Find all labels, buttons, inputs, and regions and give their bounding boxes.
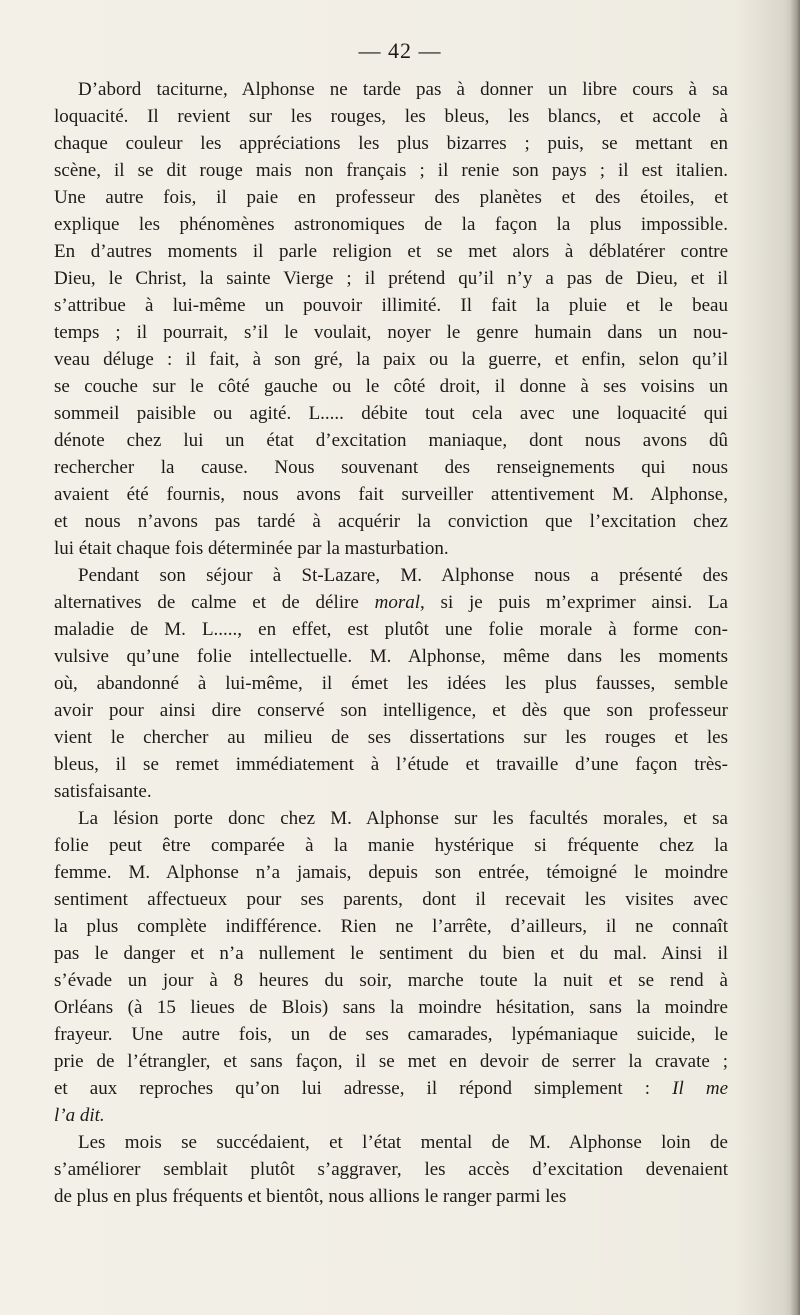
text-line: satisfaisante. xyxy=(54,781,152,802)
text-line: loquacité. Il revient sur les rouges, les bleus, les blancs, et accole à xyxy=(54,106,728,127)
text-line: où, abandonné à lui-même, il émet les idées les plus fausses, semble xyxy=(54,673,728,694)
text-line: s’évade un jour à 8 heures du soir, marche toute la nuit et se rend à xyxy=(54,970,728,991)
text-line: avaient été fournis, nous avons fait surveiller attentivement M. Alphonse, xyxy=(54,484,728,505)
text-line: veau déluge : il fait, à son gré, la paix ou la guerre, et enfin, selon qu’il xyxy=(54,349,728,370)
text-line: alternatives de calme et de délire moral, si je puis m’exprimer ainsi. La xyxy=(54,592,728,613)
text-line: vulsive qu’une folie intellectuelle. M. Alphonse, même dans les moments xyxy=(54,646,728,667)
text-line: maladie de M. L....., en effet, est plutôt une folie morale à forme con- xyxy=(54,619,728,640)
text-line: temps ; il pourrait, s’il le voulait, noyer le genre humain dans un nou- xyxy=(54,322,728,343)
text-line: frayeur. Une autre fois, un de ses camarades, lypémaniaque suicide, le xyxy=(54,1024,728,1045)
paragraph xyxy=(54,562,728,805)
text-line: l’a dit. xyxy=(54,1105,105,1126)
text-line: et nous n’avons pas tardé à acquérir la conviction que l’excitation chez xyxy=(54,511,728,532)
paragraph xyxy=(54,805,728,1129)
text-line: Une autre fois, il paie en professeur des planètes et des étoiles, et xyxy=(54,187,728,208)
text-line: se couche sur le côté gauche ou le côté droit, il donne à ses voisins un xyxy=(54,376,728,397)
text-line: Dieu, le Christ, la sainte Vierge ; il prétend qu’il n’y a pas de Dieu, et il xyxy=(54,268,728,289)
page-number: — 42 — xyxy=(358,38,442,63)
text-line: sentiment affectueux pour ses parents, dont il recevait les visites avec xyxy=(54,889,728,910)
text-line: avoir pour ainsi dire conservé son intelligence, et dès que son professeur xyxy=(54,700,728,721)
text-line: scène, il se dit rouge mais non français ; il renie son pays ; il est italien. xyxy=(54,160,728,181)
text-line: et aux reproches qu’on lui adresse, il répond simplement : Il me xyxy=(54,1078,729,1099)
text-line: En d’autres moments il parle religion et se met alors à déblatérer contre xyxy=(54,241,728,262)
text-line: La lésion porte donc chez M. Alphonse sur les facultés morales, et sa xyxy=(78,808,728,829)
text-line: rechercher la cause. Nous souvenant des renseignements qui nous xyxy=(54,457,728,478)
text-line: Pendant son séjour à St-Lazare, M. Alphonse nous a présenté des xyxy=(78,565,728,586)
text-line: chaque couleur les appréciations les plus bizarres ; puis, se mettant en xyxy=(54,133,728,154)
text-line: lui était chaque fois déterminée par la masturbation. xyxy=(54,538,449,559)
text-line: Orléans (à 15 lieues de Blois) sans la moindre hésitation, sans la moindre xyxy=(54,997,728,1018)
body-text xyxy=(54,76,728,1210)
text-line: la plus complète indifférence. Rien ne l’arrête, d’ailleurs, il ne connaît xyxy=(54,916,728,937)
text-line: s’attribue à lui-même un pouvoir illimité. Il fait la pluie et le beau xyxy=(54,295,728,316)
text-line: folie peut être comparée à la manie hystérique si fréquente chez la xyxy=(54,835,728,856)
text-line: dénote chez lui un état d’excitation maniaque, dont nous avons dû xyxy=(54,430,728,451)
page-edge-shadow xyxy=(790,0,800,1315)
text-line: sommeil paisible ou agité. L..... débite tout cela avec une loquacité qui xyxy=(54,403,728,424)
text-line: bleus, il se remet immédiatement à l’étude et travaille d’une façon très- xyxy=(54,754,728,775)
text-line: de plus en plus fréquents et bientôt, nous allions le ranger parmi les xyxy=(54,1186,567,1207)
text-line: prie de l’étrangler, et sans façon, il se met en devoir de serrer la cravate ; xyxy=(54,1051,728,1072)
paragraph xyxy=(54,76,728,562)
text-line: pas le danger et n’a nullement le sentiment du bien et du mal. Ainsi il xyxy=(54,943,728,964)
text-line: vient le chercher au milieu de ses dissertations sur les rouges et les xyxy=(54,727,728,748)
text-line: explique les phénomènes astronomiques de la façon la plus impossible. xyxy=(54,214,728,235)
text-line: femme. M. Alphonse n’a jamais, depuis son entrée, témoigné le moindre xyxy=(54,862,728,883)
paragraph xyxy=(54,1129,728,1210)
text-line: D’abord taciturne, Alphonse ne tarde pas à donner un libre cours à sa xyxy=(78,79,728,100)
text-line: s’améliorer semblait plutôt s’aggraver, les accès d’excitation devenaient xyxy=(54,1159,728,1180)
text-line: Les mois se succédaient, et l’état mental de M. Alphonse loin de xyxy=(78,1132,728,1153)
